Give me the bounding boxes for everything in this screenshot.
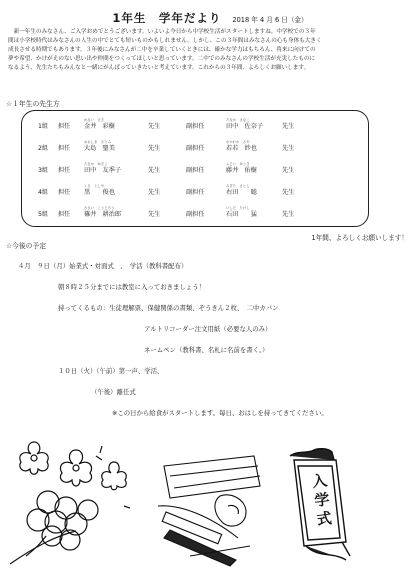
honorific: 先生: [282, 145, 295, 152]
honorific: 先生: [282, 123, 295, 130]
role-assistant: 副担任: [186, 189, 205, 196]
role-assistant: 副担任: [186, 211, 205, 218]
intro-line: 夢や希望、かけがえのない思い出や仲間をつくってほしいと思っています。二中でのみなさんの学校生活が充実したものに: [8, 56, 316, 63]
assistant-teacher: わかわか さや 若若 紗也: [226, 139, 257, 152]
honorific: 先生: [282, 211, 295, 218]
sign-text: 入学式: [311, 471, 333, 529]
intro-line: 成長させる時期でもあります。３年後にみなさんが二中を卒業していくときには、確かな学力はもちろん、将来に向けての: [8, 47, 316, 54]
honorific: 先生: [148, 167, 161, 174]
teachers-heading: ☆１年生の先生方: [6, 100, 60, 108]
ruby-text: いしだ たけし: [226, 205, 250, 210]
role-homeroom: 担任: [58, 123, 71, 130]
role-assistant: 副担任: [186, 123, 205, 130]
intro-paragraph: [8, 28, 412, 73]
role-homeroom: 担任: [58, 167, 71, 174]
ruby-text: かない さき: [84, 117, 105, 122]
schedule-line: ※この日から給食がスタートします。毎日、おはしを持ってきてください。: [112, 409, 328, 417]
page-title: [0, 10, 420, 26]
role-homeroom: 担任: [58, 211, 71, 218]
issue-date: 2018 年 4 月 6 日（金）: [232, 16, 308, 24]
honorific: 先生: [148, 211, 161, 218]
role-assistant: 副担任: [186, 167, 205, 174]
class-label: 1組: [38, 123, 49, 130]
assistant-teacher: ふじい ゆうき 藤井 佑樹: [226, 161, 257, 174]
class-label: 4組: [38, 189, 49, 196]
thanks-message: 1年間、よろしくお願いします！: [311, 234, 408, 242]
schedule-line: 持ってくるもの：生徒理解票、保健関係の書類、ぞうきん２枚、 二中カバン: [58, 304, 279, 312]
honorific: 先生: [282, 167, 295, 174]
teacher-list-box: [21, 110, 369, 227]
schedule-line: （午後）離任式: [91, 388, 136, 396]
ruby-text: ささい こうじろう: [84, 205, 115, 210]
intro-line: なるよう、先生たちもみんなと一緒にがんばっていきたいと考えています。これからの３年間、よろしくお願いします。: [8, 65, 310, 72]
honorific: 先生: [148, 145, 161, 152]
honorific: 先生: [282, 189, 295, 196]
ruby-text: ふじい ゆうき: [226, 161, 250, 166]
schedule-line: ネームペン（教科書、名札に名前を書く。）: [144, 346, 269, 354]
class-label: 5組: [38, 211, 49, 218]
schedule-line: １０日（火）（午前）第一声、学活、: [58, 367, 164, 375]
ruby-text: みぎた さとし: [226, 183, 250, 188]
assistant-teacher: いしだ たけし 石田 猛: [226, 205, 257, 218]
schedule-heading: ☆今後の予定: [6, 242, 47, 250]
ruby-text: くろ としや: [84, 183, 105, 188]
intro-line: 間は小学校時代はみなさんの人生の中でとても短いものかもしれません。しかし、この３年間はみなさんの心も身体も大きく: [8, 38, 322, 45]
class-label: 2組: [38, 145, 49, 152]
title-text: 1年生 学年だより: [112, 11, 222, 25]
role-assistant: 副担任: [186, 145, 205, 152]
honorific: 先生: [148, 123, 161, 130]
ruby-text: わかわか さや: [226, 139, 250, 144]
homeroom-teacher: ささい こうじろう 篠井 耕治郎: [84, 205, 122, 218]
homeroom-teacher: おおしま さとみ 大島 聖美: [84, 139, 115, 152]
class-label: 3組: [38, 167, 49, 174]
honorific: 先生: [148, 189, 161, 196]
cherry-blossom-icon: [6, 436, 136, 571]
ruby-text: たなか さなこ: [226, 117, 250, 122]
homeroom-teacher: くろ としや 黒 俊也: [84, 183, 115, 196]
role-homeroom: 担任: [58, 189, 71, 196]
stationery-icon: [150, 446, 270, 571]
ceremony-sign-icon: [288, 446, 358, 571]
ruby-text: たなか ゆきこ: [84, 161, 108, 166]
assistant-teacher: みぎた さとし 右田 聡: [226, 183, 257, 196]
schedule-line: アルトリコーダー注文用紙（必要な人のみ）: [144, 325, 272, 333]
ruby-text: おおしま さとみ: [84, 139, 112, 144]
assistant-teacher: たなか さなこ 田中 佐奈子: [226, 117, 264, 130]
homeroom-teacher: かない さき 金井 彩樹: [84, 117, 115, 130]
role-homeroom: 担任: [58, 145, 71, 152]
homeroom-teacher: たなか ゆきこ 田中 友季子: [84, 161, 122, 174]
intro-line: 新一年生のみなさん、ご入学おめでとうございます。いよいよ今日から中学校生活がスタートしますね。中学校での３年: [8, 29, 316, 35]
schedule-line: ４月 ９日（月）始業式・対面式 、 学活（教科書配布）: [18, 262, 188, 270]
schedule-line: 朝８時２５分までには教室に入っておきましょう！: [58, 283, 205, 291]
